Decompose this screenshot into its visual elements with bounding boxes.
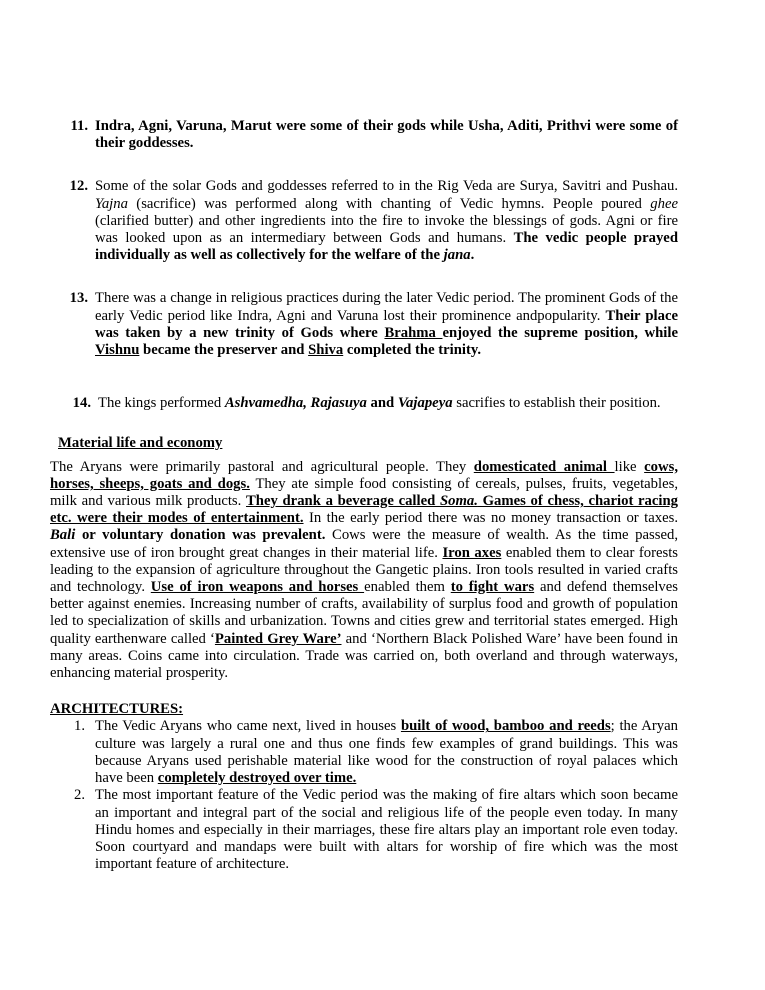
highlight-domesticated-animal: domesticated animal [473,458,615,475]
list-item-13 [50,290,678,359]
spacer [50,359,678,385]
list-item-12-emphasis-2: . [470,247,475,264]
list-item-12-text-1: Some of the solar Gods and goddesses referred to in the Rig Veda are Surya, Savitri and Pushau. [95,178,678,195]
deity-vishnu: Vishnu [95,342,140,359]
highlight-built-of-wood: built of wood, bamboo and reeds [400,718,611,735]
list-item-13-emphasis-4: completed the trinity. [343,342,482,359]
list-marker: 2. [73,787,85,804]
par-text-9: and ‘Northern Black Polished Ware’ have been found in many areas. Coins came into circulation. Trade was carried on, both overland and through waterways, enhancing material prosperity. [50,630,678,682]
list-item-14-text-2: sacrifies to establish their position. [452,395,661,412]
sacrifice-name-vajapeya: Vajapeya [397,395,453,412]
section-heading-material-life: Material life and economy [58,435,223,452]
list-item-13-emphasis-2: enjoyed the supreme position, while [442,324,678,341]
spacer [50,412,678,434]
par-text-8: and defend themselves better against enemies. Increasing number of crafts, availability of surplus food and growth of population led to specialization of skills and urbanization. Towns and cities grew and territorial states emerged. High quality earthenware called ‘ [50,579,679,647]
spacer [50,385,678,395]
par-text-6: enabled them to clear forests leading to the expansion of agriculture throughout the Gangetic plains. Iron tools resulted in varied crafts and technology. [50,544,678,596]
list-item-11 [50,118,678,152]
list-marker: 1. [73,718,85,735]
highlight-destroyed-over-time: completely destroyed over time. [157,770,357,787]
spacer [50,264,678,290]
list-item-12 [50,178,678,264]
par-text-1: The Aryans were primarily pastoral and agricultural people. They [50,458,474,475]
architecture-list-item-2 [50,787,678,873]
par-text-7: enabled them [364,579,451,596]
term-yajna: Yajna [95,195,128,212]
list-item-13-text-1: There was a change in religious practices during the later Vedic period. The prominent Gods of the early Vedic period like Indra, Agni and Varuna lost their prominence andpopularity. [95,290,678,324]
arch-1-text-1: The Vedic Aryans who came next, lived in houses [95,718,401,735]
term-bali: Bali [50,527,76,544]
term-jana: jana [443,247,471,264]
spacer [50,682,678,700]
par-text-2: like [614,458,645,475]
highlight-fight-wars: to fight wars [450,579,535,596]
list-marker: 12. [69,178,88,195]
list-item-14-text-1: The kings performed [98,395,225,412]
par-text-5: Cows were the measure of wealth. As the time passed, extensive use of iron brought great changes in their material life. [50,527,678,561]
par-text-3: They ate simple food consisting of cereals, pulses, fruits, vegetables, milk and various milk products. [50,475,678,510]
page-content [50,118,678,873]
arch-1-text-2: ; the Aryan culture was largely a rural one and thus one finds few examples of grand buildings. This was because Aryans used perishable material like wood for the construction of royal palaces which have been [95,718,678,787]
list-marker: 11. [70,118,88,134]
highlight-iron-weapons-horses: Use of iron weapons and horses [150,579,365,596]
term-soma: Soma. [439,493,478,510]
list-marker: 13. [69,290,88,307]
architecture-heading-wrap [50,700,678,718]
paragraph-material-life [50,459,678,683]
sacrifice-names: Ashvamedha, Rajasuya [224,395,367,412]
par-text-4: In the early period there was no money transaction or taxes. [303,510,678,527]
material-heading-wrap [50,434,678,452]
list-item-14 [50,395,678,412]
highlight-painted-grey-ware: Painted Grey Ware’ [214,630,342,647]
highlight-voluntary-donation: or voluntary donation was prevalent. [75,527,326,544]
highlight-iron-axes: Iron axes [442,544,502,561]
arch-2-text-1: The most important feature of the Vedic period was the making of fire altars which soon became an important and integral part of the social and religious life of the people even today. In many Hindu homes and especially in their marriages, these fire altars play an important role even today. Soon courtyard and mandaps were built with altars for worship of fire which was the most important feature of architecture. [95,787,678,873]
deity-shiva: Shiva [308,342,344,359]
list-item-12-emphasis-1: The vedic people prayed individually as well as collectively for the welfare of the [95,230,678,264]
list-marker: 14. [72,395,91,412]
highlight-entertainment: Games of chess, chariot racing etc. were their modes of entertainment. [50,493,679,527]
highlight-beverage: They drank a beverage called [246,493,440,510]
spacer [50,152,678,178]
architecture-list-item-1 [50,718,678,787]
term-ghee: ghee [650,195,678,212]
section-heading-architectures: ARCHITECTURES: [50,701,184,718]
conjunction: and [366,395,398,412]
list-item-12-text-3: (clarified butter) and other ingredients into the fire to invoke the blessings of gods. Agni or fire was looked upon as an intermediary between Gods and humans. [95,212,678,247]
list-item-13-emphasis-1: Their place was taken by a new trinity of Gods where [95,307,679,341]
list-item-11-text: Indra, Agni, Varuna, Marut were some of their gods while Usha, Aditi, Prithvi were some of their goddesses. [95,118,678,152]
list-item-13-emphasis-3: became the preserver and [139,342,309,359]
list-item-12-text-2: (sacrifice) was performed along with chanting of Vedic hymns. People poured [127,195,651,212]
deity-brahma: Brahma [384,324,443,341]
highlight-animals-list: cows, horses, sheeps, goats and dogs. [50,458,678,492]
